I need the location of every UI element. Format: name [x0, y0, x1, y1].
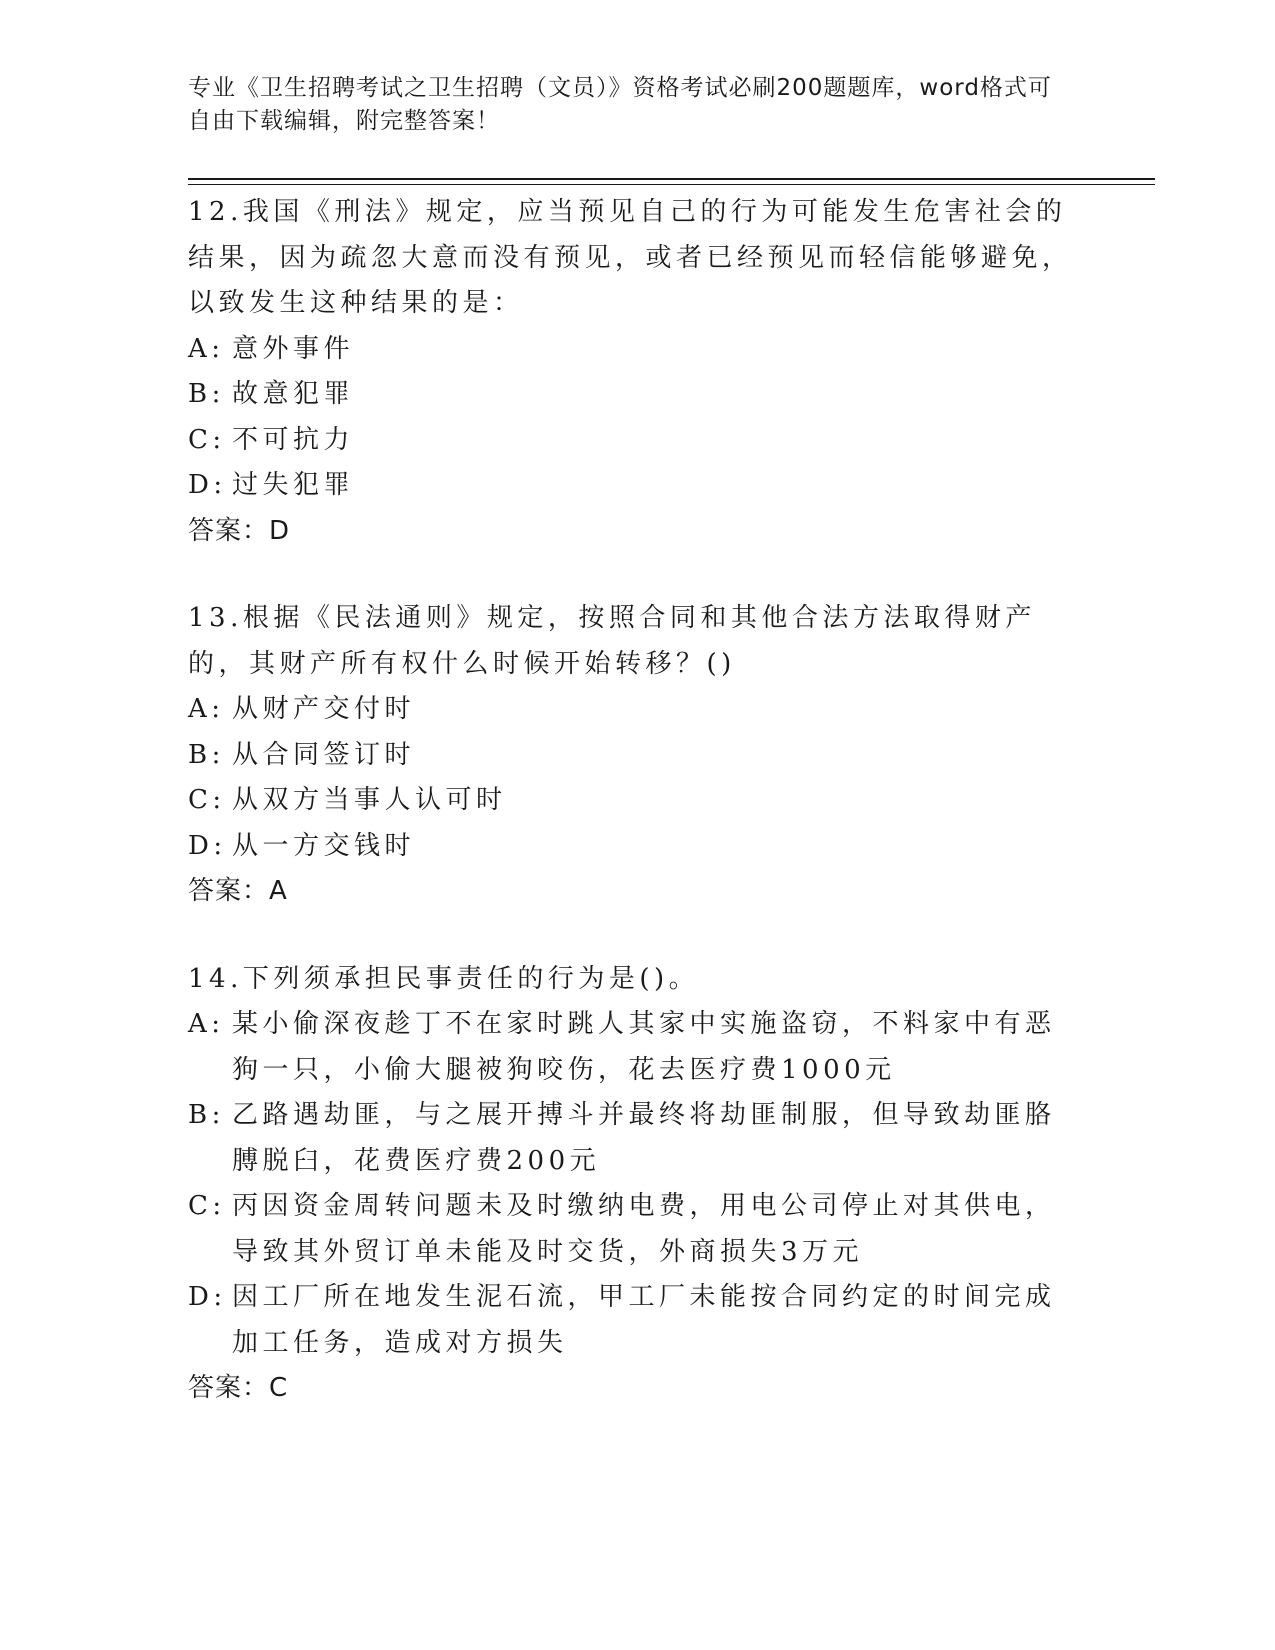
option-label: A:	[188, 1009, 225, 1039]
option-label: D:	[188, 1282, 227, 1312]
option-a	[188, 1002, 1078, 1093]
question-stem: 12.我国《刑法》规定，应当预见自己的行为可能发生危害社会的结果，因为疏忽大意而没有预见，或者已经预见而轻信能够避免，以致发生这种结果的是：	[188, 197, 1073, 318]
question-12	[188, 190, 1078, 554]
option-text: 因工厂所在地发生泥石流，甲工厂未能按合同约定的时间完成加工任务，造成对方损失	[232, 1282, 1056, 1358]
option-d	[188, 1275, 1078, 1366]
question-stem: 13.根据《民法通则》规定，按照合同和其他合法方法取得财产的，其财产所有权什么时候开始转移？()	[188, 603, 1036, 679]
answer-label: 答案：	[188, 876, 270, 906]
answer-line	[188, 1366, 1078, 1412]
option-a	[188, 687, 1078, 733]
option-label: B:	[188, 1100, 225, 1130]
option-label: B:	[188, 739, 225, 770]
answer-line	[188, 509, 1078, 555]
answer-value: A	[269, 876, 287, 906]
answer-value: C	[269, 1373, 288, 1403]
header-divider-thin	[188, 184, 1155, 185]
question-list	[188, 190, 1078, 1454]
option-c	[188, 418, 1078, 464]
option-label: A:	[188, 694, 225, 724]
option-label: C:	[188, 424, 226, 455]
option-label: D:	[188, 830, 227, 861]
answer-label: 答案：	[188, 1373, 270, 1403]
option-b	[188, 372, 1078, 418]
option-label: C:	[188, 1191, 226, 1221]
header-divider-thick	[188, 178, 1155, 180]
option-text: 意外事件	[232, 333, 355, 364]
option-text: 从财产交付时	[232, 694, 416, 724]
option-text: 过失犯罪	[232, 470, 355, 500]
option-text: 从合同签订时	[232, 739, 416, 770]
option-text: 从双方当事人认可时	[232, 785, 507, 815]
answer-value: D	[269, 515, 290, 546]
option-text: 乙路遇劫匪，与之展开搏斗并最终将劫匪制服，但导致劫匪胳膊脱臼，花费医疗费200元	[232, 1100, 1056, 1176]
option-text: 丙因资金周转问题未及时缴纳电费，用电公司停止对其供电，导致其外贸订单未能及时交货，外商损失3万元	[232, 1191, 1056, 1267]
option-label: B:	[188, 379, 225, 409]
answer-label: 答案：	[188, 515, 270, 546]
option-label: D:	[188, 470, 227, 500]
option-c	[188, 1184, 1078, 1275]
option-label: A:	[188, 333, 225, 364]
option-b	[188, 733, 1078, 779]
option-a	[188, 327, 1078, 373]
option-text: 从一方交钱时	[232, 830, 416, 861]
option-d	[188, 824, 1078, 870]
option-c	[188, 778, 1078, 824]
option-text: 不可抗力	[232, 424, 355, 455]
question-13	[188, 596, 1078, 915]
option-label: C:	[188, 785, 226, 815]
option-text: 某小偷深夜趁丁不在家时跳人其家中实施盗窃，不料家中有恶狗一只，小偷大腿被狗咬伤，花去医疗费1000元	[232, 1009, 1056, 1085]
option-b	[188, 1093, 1078, 1184]
document-header: 专业《卫生招聘考试之卫生招聘（文员）》资格考试必刷200题题库，word格式可自由下载编辑，附完整答案！	[188, 75, 1052, 134]
answer-line	[188, 869, 1078, 915]
option-text: 故意犯罪	[232, 379, 355, 409]
question-stem: 14.下列须承担民事责任的行为是()。	[188, 963, 700, 994]
option-d	[188, 463, 1078, 509]
question-14	[188, 957, 1078, 1412]
